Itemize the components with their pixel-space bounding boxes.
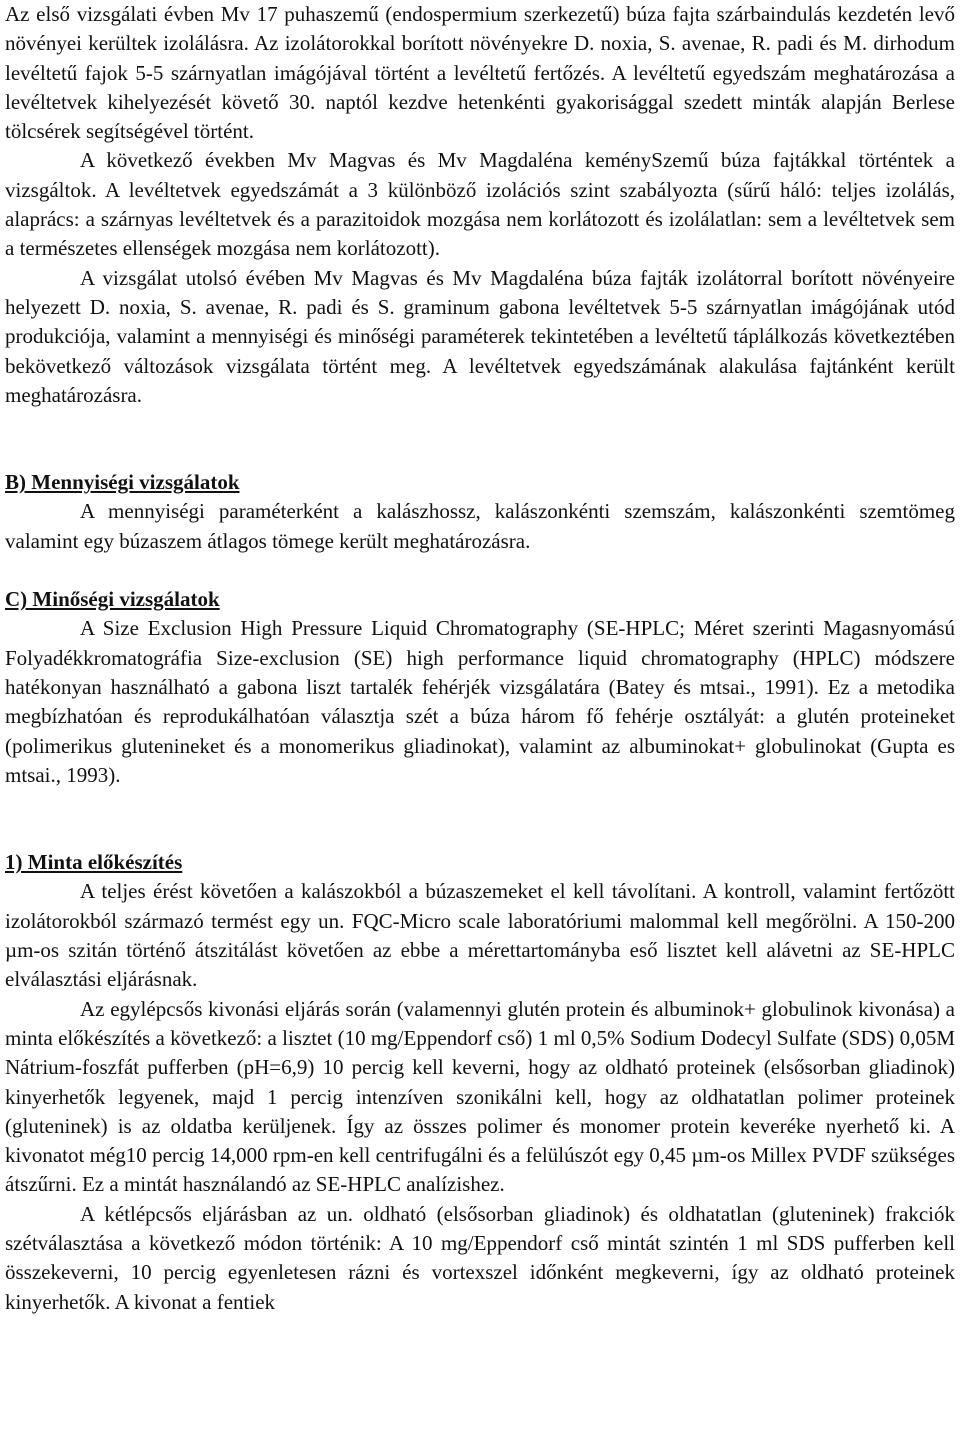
section-c-heading: C) Minőségi vizsgálatok <box>5 587 220 612</box>
section-1-paragraph-2: Az egylépcsős kivonási eljárás során (valamennyi glutén protein és albuminok+ globulinok kivonása) a minta előkészítés a következő: a lisztet (10 mg/Eppendorf cső) 1 ml 0,5% Sodium Dodecyl Sulfate (SDS) 0,05M Nátrium-foszfát pufferben (pH=6,9) 10 percig kell keverni, hogy az oldható proteinek (elsősorban gliadinok) kinyerhetők legyenek, majd 1 percig intenzíven szonikálni kell, hogy az oldhatatlan polimer proteinek (gluteninek) is az oldatba kerüljenek. Így az összes polimer és monomer protein keveréke nyerhető ki. A kivonatot még10 percig 14,000 rpm-en kell centrifugálni és a felülúszót egy 0,45 µm-os Millex PVDF szükséges átszűrni. Ez a mintát használandó az SE-HPLC analízishez. <box>5 996 955 1197</box>
spacer <box>5 410 955 468</box>
section-b-paragraph: A mennyiségi paraméterként a kalászhossz, kalászonkénti szemszám, kalászonkénti szemtömeg valamint egy búzaszem átlagos tömege került meghatározásra. <box>5 499 955 553</box>
section-b-heading: B) Mennyiségi vizsgálatok <box>5 470 240 495</box>
intro-paragraph-2: A következő években Mv Magvas és Mv Magdaléna keménySzemű búza fajtákkal történtek a vizsgáltok. A levéltetvek egyedszámát a 3 különböző izolációs szint szabályozta (sűrű háló: teljes izolálás, alaprács: a szárnyas levéltetvek és a parazitoidok mozgása nem korlátozott és izolálatlan: sem a levéltetvek sem a természetes ellenségek mozgása nem korlátozott). <box>5 148 955 261</box>
intro-paragraph-3: A vizsgálat utolsó évében Mv Magvas és Mv Magdaléna búza fajták izolátorral borított növényeire helyezett D. noxia, S. avenae, R. padi és S. graminum gabona levéltetvek 5-5 szárnyatlan imágójának utód produkciója, valamint a mennyiségi és minőségi paraméterek tekintetében a levéltetű táplálkozás következtében bekövetkező változások vizsgálata történt meg. A levéltetvek egyedszámának alakulása fajtánként került meghatározásra. <box>5 265 955 407</box>
intro-paragraph-1: Az első vizsgálati évben Mv 17 puhaszemű (endospermium szerkezetű) búza fajta szárbaindulás kezdetén levő növényei kerültek izolálásra. Az izolátorokkal borított növényekre D. noxia, S. avenae, R. padi és M. dirhodum levéltetű fajok 5-5 szárnyatlan imágójával történt a levéltetű fertőzés. A levéltetű egyedszám meghatározása a levéltetvek kihelyezését követő 30. naptól kezdve hetenkénti gyakorisággal szedett minták alapján Berlese tölcsérek segítségével történt. <box>5 2 955 144</box>
section-1-paragraph-1: A teljes érést követően a kalászokból a búzaszemeket el kell távolítani. A kontroll, valamint fertőzött izolátorokból származó termést egy un. FQC-Micro scale laboratóriumi malommal kell megőrölni. A 150-200 µm-os szitán történő átszitálást követően az ebbe a mérettartományba eső lisztet kell alávetni az SE-HPLC elválasztási eljárásnak. <box>5 879 955 992</box>
section-1-heading: 1) Minta előkészítés <box>5 850 183 875</box>
section-c-paragraph: A Size Exclusion High Pressure Liquid Chromatography (SE-HPLC; Méret szerinti Magasnyomású Folyadékkromatográfia Size-exclusion (SE) high performance liquid chromatography (HPLC) módszere hatékonyan használható a gabona liszt tartalék fehérjék vizsgálatára (Batey és mtsai., 1991). Ez a metodika megbízhatóan és reprodukálhatóan választja szét a búza három fő fehérje osztályát: a glutén proteineket (polimerikus glutenineket és a monomerikus gliadinokat), valamint az albuminokat+ globulinokat (Gupta es mtsai., 1993). <box>5 616 955 787</box>
spacer <box>5 556 955 585</box>
section-1-paragraph-3: A kétlépcsős eljárásban az un. oldható (elsősorban gliadinok) és oldhatatlan (gluteninek) frakciók szétválasztása a következő módon történik: A 10 mg/Eppendorf cső mintát szintén 1 ml SDS pufferben kell összekeverni, 10 percig egyenletesen rázni és vortexszel időnként megkeverni, így az oldható proteinek kinyerhetők. A kivonat a fentiek <box>5 1201 955 1314</box>
document-page <box>5 0 955 1317</box>
spacer <box>5 790 955 848</box>
